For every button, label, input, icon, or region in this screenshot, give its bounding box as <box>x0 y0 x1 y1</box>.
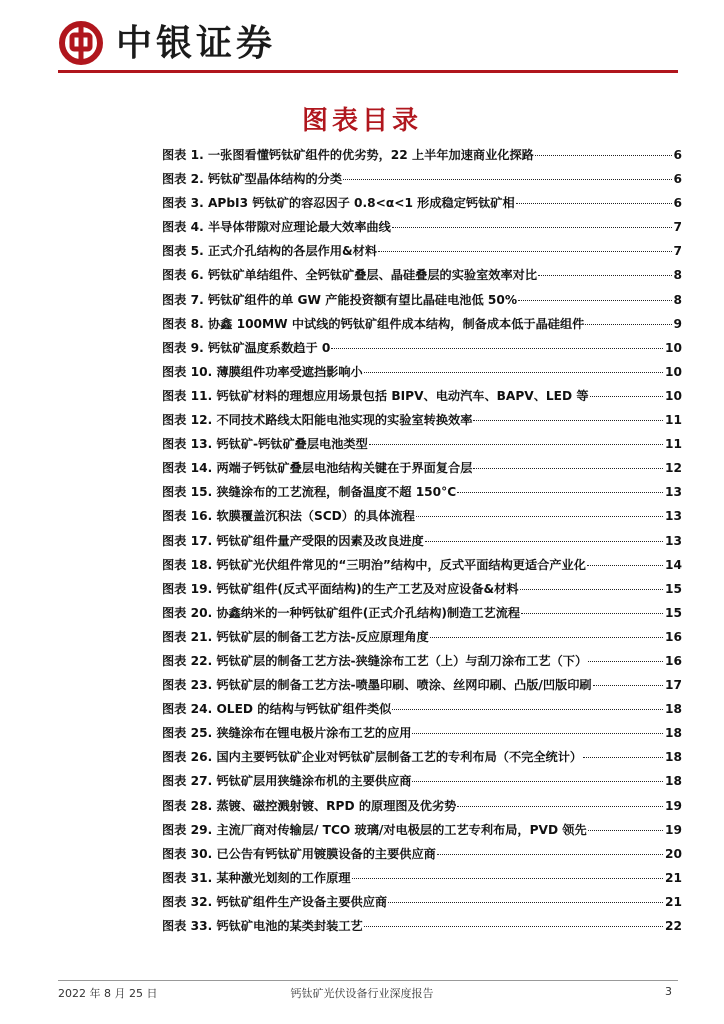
toc-entry[interactable] <box>162 146 682 170</box>
toc-entry-page: 15 <box>665 605 682 620</box>
toc-entry-page: 12 <box>665 461 682 476</box>
toc-entry-label: 图表 21. 钙钛矿层的制备工艺方法-反应原理角度 <box>162 629 429 644</box>
toc-leader-dots <box>430 637 663 638</box>
toc-leader-dots <box>412 733 663 734</box>
toc-entry-label: 图表 17. 钙钛矿组件量产受限的因素及改良进度 <box>162 533 424 548</box>
toc-entry-page: 13 <box>665 509 682 524</box>
toc-entry-label: 图表 33. 钙钛矿电池的某类封装工艺 <box>162 919 363 933</box>
toc-entry-label: 图表 25. 狭缝涂布在锂电极片涂布工艺的应用 <box>162 726 412 741</box>
toc-leader-dots <box>364 372 663 373</box>
toc-entry[interactable] <box>162 194 682 218</box>
toc-entry-page: 8 <box>673 268 682 283</box>
toc-leader-dots <box>516 203 672 204</box>
toc-entry-label: 图表 15. 狭缝涂布的工艺流程，制备温度不超 150°C <box>162 485 457 500</box>
toc-entry-page: 16 <box>665 629 682 644</box>
toc-entry-page: 20 <box>665 846 682 861</box>
toc-leader-dots <box>457 492 663 493</box>
toc-leader-dots <box>588 661 663 662</box>
toc-leader-dots <box>585 324 671 325</box>
toc-entry-label: 图表 31. 某种激光划刻的工作原理 <box>162 870 351 885</box>
toc-leader-dots <box>518 300 671 301</box>
toc-leader-dots <box>388 902 663 903</box>
toc-leader-dots <box>378 251 671 252</box>
footer-divider <box>58 980 678 981</box>
toc-entry[interactable] <box>162 676 682 700</box>
toc-entry-page: 13 <box>665 533 682 548</box>
toc-entry[interactable] <box>162 893 682 917</box>
toc-entry-label: 图表 29. 主流厂商对传输层/ TCO 玻璃/对电极层的工艺专利布局，PVD 领先 <box>162 822 587 837</box>
header-divider <box>58 70 678 73</box>
toc-leader-dots <box>369 444 663 445</box>
toc-leader-dots <box>538 275 671 276</box>
toc-entry-page: 18 <box>665 726 682 741</box>
toc-entry-page: 13 <box>665 485 682 500</box>
toc-entry-label: 图表 10. 薄膜组件功率受遮挡影响小 <box>162 364 363 379</box>
toc-entry-label: 图表 5. 正式介孔结构的各层作用&材料 <box>162 244 378 259</box>
toc-entry[interactable] <box>162 291 682 315</box>
toc-entry[interactable] <box>162 556 682 580</box>
brand-name: 中银证券 <box>116 23 277 64</box>
toc-entry-page: 17 <box>665 678 682 693</box>
toc-entry[interactable] <box>162 218 682 242</box>
toc-entry[interactable] <box>162 387 682 411</box>
footer-page-number: 3 <box>665 985 672 998</box>
toc-entry[interactable] <box>162 652 682 676</box>
toc-entry-label: 图表 1. 一张图看懂钙钛矿组件的优劣势，22 上半年加速商业化探路 <box>162 148 534 162</box>
toc-entry-page: 18 <box>665 702 682 717</box>
toc-entry-label: 图表 28. 蒸镀、磁控溅射镀、RPD 的原理图及优劣势 <box>162 798 457 813</box>
toc-entry[interactable] <box>162 507 682 531</box>
toc-entry-page: 10 <box>665 340 682 355</box>
toc-entry-label: 图表 3. APbI3 钙钛矿的容忍因子 0.8<α<1 形成稳定钙钛矿相 <box>162 196 515 211</box>
toc-leader-dots <box>473 420 663 421</box>
toc-entry-label: 图表 24. OLED 的结构与钙钛矿组件类似 <box>162 702 392 717</box>
toc-entry-label: 图表 11. 钙钛矿材料的理想应用场景包括 BIPV、电动汽车、BAPV、LED 等 <box>162 388 589 403</box>
toc-entry[interactable] <box>162 845 682 869</box>
toc-entry-label: 图表 20. 协鑫纳米的一种钙钛矿组件(正式介孔结构)制造工艺流程 <box>162 605 521 620</box>
toc-entry[interactable] <box>162 628 682 652</box>
toc-entry-page: 8 <box>673 292 682 307</box>
toc-entry-page: 11 <box>665 413 682 428</box>
toc-entry-label: 图表 8. 协鑫 100MW 中试线的钙钛矿组件成本结构，制备成本低于晶硅组件 <box>162 316 585 331</box>
toc-entry[interactable] <box>162 821 682 845</box>
toc-leader-dots <box>593 685 663 686</box>
toc-entry-page: 21 <box>665 894 682 909</box>
toc-entry-label: 图表 16. 软膜覆盖沉积法（SCD）的具体流程 <box>162 509 415 524</box>
toc-entry[interactable] <box>162 266 682 290</box>
toc-leader-dots <box>412 781 663 782</box>
toc-entry-page: 19 <box>665 822 682 837</box>
page-title: 图表目录 <box>301 106 422 136</box>
toc-entry-page: 15 <box>665 581 682 596</box>
toc-entry[interactable] <box>162 363 682 387</box>
toc-entry[interactable] <box>162 483 682 507</box>
toc-entry-page: 22 <box>665 919 682 933</box>
toc-entry-page: 9 <box>673 316 682 331</box>
toc-leader-dots <box>331 348 663 349</box>
toc-entry-page: 16 <box>665 653 682 668</box>
toc-leader-dots <box>437 854 663 855</box>
toc-entry-page: 14 <box>665 557 682 572</box>
toc-entry-label: 图表 26. 国内主要钙钛矿企业对钙钛矿层制备工艺的专利布局（不完全统计） <box>162 750 583 765</box>
toc-entry-label: 图表 14. 两端子钙钛矿叠层电池结构关键在于界面复合层 <box>162 461 473 476</box>
toc-leader-dots <box>425 541 663 542</box>
toc-entry-page: 10 <box>665 388 682 403</box>
toc-entry-page: 18 <box>665 750 682 765</box>
toc-entry-page: 6 <box>673 148 682 162</box>
toc-entry[interactable] <box>162 772 682 796</box>
toc-entry-page: 19 <box>665 798 682 813</box>
toc-entry[interactable] <box>162 797 682 821</box>
report-header <box>58 18 678 74</box>
bank-of-china-logo-icon <box>58 20 104 66</box>
toc-entry[interactable] <box>162 242 682 266</box>
toc-leader-dots <box>520 589 663 590</box>
toc-entry-page: 11 <box>665 437 682 452</box>
toc-leader-dots <box>590 396 663 397</box>
toc-entry[interactable] <box>162 459 682 483</box>
toc-entry[interactable] <box>162 869 682 893</box>
toc-leader-dots <box>392 227 672 228</box>
toc-entry-label: 图表 2. 钙钛矿型晶体结构的分类 <box>162 172 343 187</box>
toc-entry[interactable] <box>162 917 682 941</box>
toc-entry-label: 图表 30. 已公告有钙钛矿用镀膜设备的主要供应商 <box>162 846 436 861</box>
toc-leader-dots <box>583 757 663 758</box>
toc-leader-dots <box>364 926 663 927</box>
toc-entry[interactable] <box>162 700 682 724</box>
toc-entry-label: 图表 22. 钙钛矿层的制备工艺方法-狭缝涂布工艺（上）与刮刀涂布工艺（下） <box>162 653 588 668</box>
toc-leader-dots <box>535 155 672 156</box>
toc-entry-page: 7 <box>673 244 682 259</box>
toc-leader-dots <box>587 565 663 566</box>
toc-leader-dots <box>521 613 663 614</box>
toc-entry-page: 10 <box>665 364 682 379</box>
table-of-figures <box>162 146 682 941</box>
toc-entry[interactable] <box>162 411 682 435</box>
toc-leader-dots <box>343 179 671 180</box>
toc-entry-label: 图表 19. 钙钛矿组件(反式平面结构)的生产工艺及对应设备&材料 <box>162 581 519 596</box>
toc-entry[interactable] <box>162 532 682 556</box>
toc-entry[interactable] <box>162 315 682 339</box>
toc-entry-label: 图表 27. 钙钛矿层用狭缝涂布机的主要供应商 <box>162 774 412 789</box>
footer-date: 2022 年 8 月 25 日 <box>58 987 158 1000</box>
toc-entry[interactable] <box>162 435 682 459</box>
toc-entry-label: 图表 23. 钙钛矿层的制备工艺方法-喷墨印刷、喷涂、丝网印刷、凸版/凹版印刷 <box>162 678 592 693</box>
toc-entry-page: 18 <box>665 774 682 789</box>
toc-entry[interactable] <box>162 604 682 628</box>
toc-entry-label: 图表 7. 钙钛矿组件的单 GW 产能投资额有望比晶硅电池低 50% <box>162 292 518 307</box>
toc-entry[interactable] <box>162 748 682 772</box>
toc-entry-label: 图表 18. 钙钛矿光伏组件常见的“三明治”结构中，反式平面结构更适合产业化 <box>162 557 586 572</box>
toc-leader-dots <box>473 468 663 469</box>
toc-leader-dots <box>588 830 663 831</box>
toc-entry-page: 21 <box>665 870 682 885</box>
toc-leader-dots <box>352 878 664 879</box>
toc-entry[interactable] <box>162 580 682 604</box>
toc-entry-page: 6 <box>673 172 682 187</box>
toc-entry-page: 6 <box>673 196 682 211</box>
toc-entry[interactable] <box>162 724 682 748</box>
toc-entry-label: 图表 32. 钙钛矿组件生产设备主要供应商 <box>162 894 388 909</box>
toc-entry-label: 图表 4. 半导体带隙对应理论最大效率曲线 <box>162 220 391 235</box>
footer-report-title: 钙钛矿光伏设备行业深度报告 <box>290 987 434 1000</box>
toc-entry[interactable] <box>162 170 682 194</box>
toc-entry-label: 图表 13. 钙钛矿-钙钛矿叠层电池类型 <box>162 437 368 452</box>
toc-leader-dots <box>457 806 663 807</box>
toc-leader-dots <box>392 709 663 710</box>
toc-entry-label: 图表 6. 钙钛矿单结组件、全钙钛矿叠层、晶硅叠层的实验室效率对比 <box>162 268 538 283</box>
toc-entry-page: 7 <box>673 220 682 235</box>
toc-entry[interactable] <box>162 339 682 363</box>
toc-entry-label: 图表 12. 不同技术路线太阳能电池实现的实验室转换效率 <box>162 413 473 428</box>
toc-entry-label: 图表 9. 钙钛矿温度系数趋于 0 <box>162 340 331 355</box>
toc-leader-dots <box>416 516 663 517</box>
